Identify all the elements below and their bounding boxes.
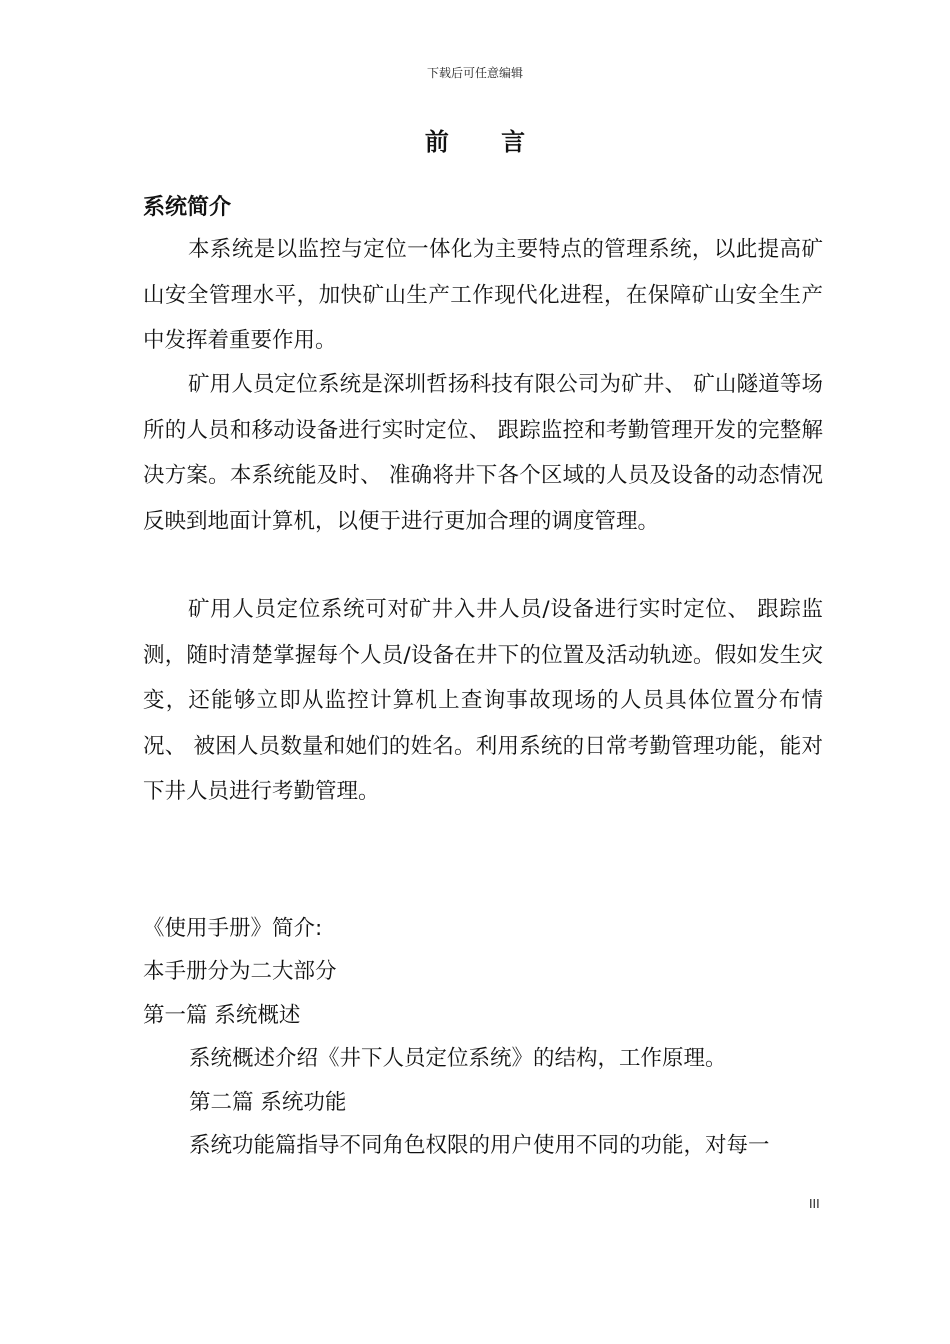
part1-description: 系统概述介绍《井下人员定位系统》的结构，工作原理。 [189, 1046, 727, 1071]
header-note: 下载后可任意编辑 [426, 66, 523, 80]
intro-paragraph-3: 矿用人员定位系统可对矿井入井人员/设备进行实时定位、 跟踪监测，随时清楚掌握每个人员/设备在井下的位置及活动轨迹。假如发生灾变，还能够立即从监控计算机上查询事故现场的人员具体位置分布情况、 被困人员数量和她们的姓名。利用系统的日常考勤管理功能，能对下井人员进行考勤管理。 [143, 597, 823, 804]
part2-description: 系统功能篇指导不同角色权限的用户使用不同的功能，对每一 [189, 1133, 770, 1158]
manual-parts: 本手册分为二大部分 [143, 959, 337, 984]
intro-paragraph-2: 矿用人员定位系统是深圳哲扬科技有限公司为矿井、 矿山隧道等场所的人员和移动设备进行实时定位、 跟踪监控和考勤管理开发的完整解决方案。本系统能及时、 准确将井下各个区域的人员及设备的动态情况反映到地面计算机，以便于进行更加合理的调度管理。 [143, 372, 823, 534]
page-number: III [809, 1197, 820, 1211]
manual-intro: 《使用手册》简介: [143, 916, 323, 941]
section-heading: 系统简介 [143, 195, 232, 220]
part1-title: 第一篇 系统概述 [143, 1003, 301, 1028]
intro-paragraph-1: 本系统是以监控与定位一体化为主要特点的管理系统，以此提高矿山安全管理水平，加快矿山生产工作现代化进程，在保障矿山安全生产中发挥着重要作用。 [143, 237, 823, 353]
page-title: 前 言 [424, 128, 548, 156]
part2-title: 第二篇 系统功能 [189, 1090, 347, 1115]
